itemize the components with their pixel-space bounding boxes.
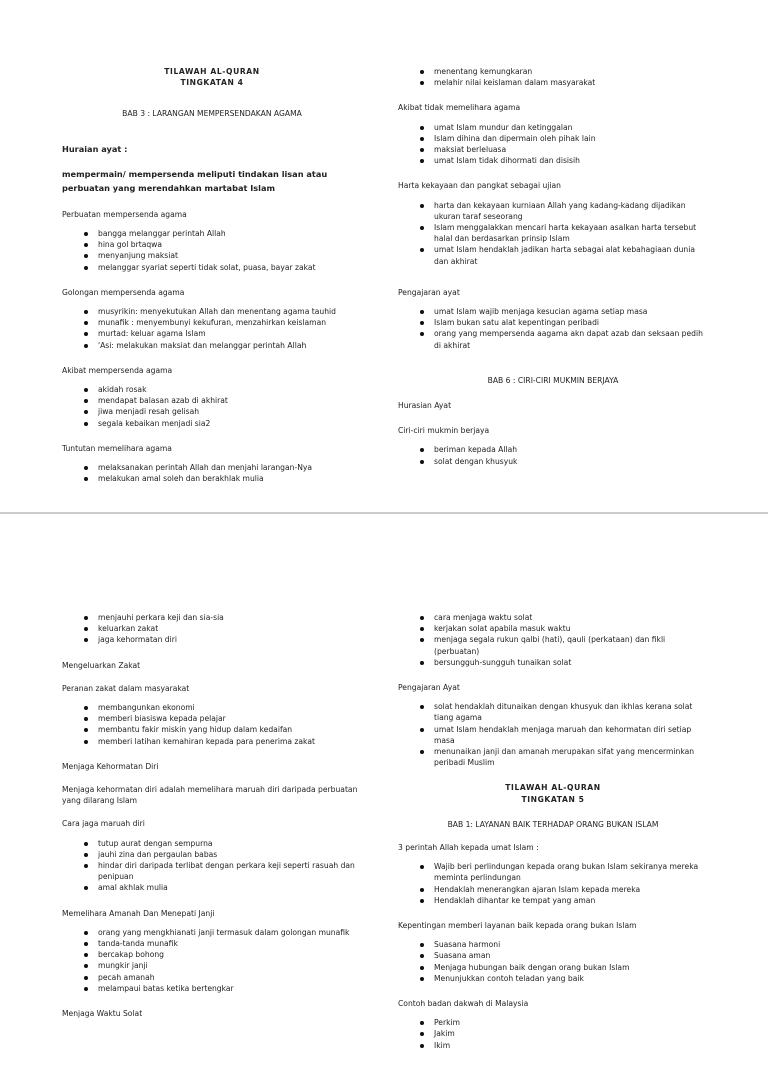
section-heading: Menjaga Waktu Solat: [62, 1009, 143, 1019]
list-item: melaksanakan perintah Allah dan menjahi larangan-Nya: [84, 462, 362, 473]
list-item: Ikim: [420, 1040, 708, 1051]
document-title: TILAWAH AL-QURAN: [505, 783, 601, 793]
page-bottom: [0, 512, 768, 1050]
bullet-icon: [84, 740, 88, 744]
section-heading: Menjaga Kehormatan Diri: [62, 761, 159, 771]
list-item: munafik : menyembunyi kekufuran, menzahirkan keislaman: [84, 317, 362, 328]
section-heading: Perbuatan mempersenda agama: [62, 209, 187, 219]
bullet-icon: [420, 750, 424, 754]
bullet-icon: [84, 388, 88, 392]
bullet-icon: [420, 865, 424, 869]
bullet-icon: [84, 953, 88, 957]
list-item: mendapat balasan azab di akhirat: [84, 395, 362, 406]
bullet-icon: [420, 616, 424, 620]
bullet-icon: [420, 159, 424, 163]
list-item: bersungguh-sungguh tunaikan solat: [420, 657, 708, 668]
list-item: Suasana aman: [420, 950, 708, 961]
list-item: memberi latihan kemahiran kepada para penerima zakat: [84, 736, 362, 747]
list-item: melahir nilai keislaman dalam masyarakat: [420, 77, 708, 88]
bullet-icon: [420, 954, 424, 958]
section-heading: 3 perintah Allah kepada umat Islam :: [398, 843, 539, 853]
list-item: membangunkan ekonomi: [84, 702, 362, 713]
bullet-list: [398, 861, 708, 906]
bullet-icon: [420, 899, 424, 903]
list-item: umat Islam hendaklah menjaga maruah dan kehormatan diri setiap masa: [420, 724, 708, 746]
list-item: tanda-tanda munafik: [84, 938, 362, 949]
list-item: pecah amanah: [84, 972, 362, 983]
list-item: cara menjaga waktu solat: [420, 612, 708, 623]
bullet-icon: [420, 137, 424, 141]
bullet-icon: [84, 886, 88, 890]
bullet-icon: [420, 204, 424, 208]
bullet-icon: [420, 148, 424, 152]
bullet-list: [398, 66, 708, 88]
section-heading: Pengajaran ayat: [398, 287, 460, 297]
section-heading: Hurasian Ayat: [398, 401, 452, 411]
bullet-list: [398, 612, 708, 668]
bullet-list: [62, 838, 362, 894]
list-item: bercakap bohong: [84, 949, 362, 960]
chapter-heading: BAB 1: LAYANAN BAIK TERHADAP ORANG BUKAN ISLAM: [447, 819, 659, 829]
list-item: tutup aurat dengan sempurna: [84, 838, 362, 849]
column-top-left: [62, 0, 362, 498]
bullet-icon: [420, 1044, 424, 1048]
bullet-icon: [84, 638, 88, 642]
bullet-icon: [84, 243, 88, 247]
list-item: segala kebaikan menjadi sia2: [84, 418, 362, 429]
bullet-icon: [420, 977, 424, 981]
bullet-icon: [84, 477, 88, 481]
bullet-list: [398, 122, 708, 167]
section-heading: Pengajaran Ayat: [398, 683, 460, 693]
section-heading: Akibat mempersenda agama: [62, 365, 173, 375]
list-item: kerjakan solat apabila masuk waktu: [420, 623, 708, 634]
list-item: menyanjung maksiat: [84, 250, 362, 261]
bullet-icon: [84, 321, 88, 325]
bullet-icon: [84, 422, 88, 426]
document-subtitle: TINGKATAN 4: [180, 78, 244, 88]
list-item: Perkim: [420, 1017, 708, 1028]
list-item: Jakim: [420, 1028, 708, 1039]
list-item: Islam menggalakkan mencari harta kekayaan asalkan harta tersebut halal dan berdasarkan prinsip Islam: [420, 222, 708, 244]
section-heading: Cara jaga maruah diri: [62, 819, 145, 829]
bullet-list: [398, 200, 708, 267]
bullet-icon: [420, 1021, 424, 1025]
bullet-icon: [84, 931, 88, 935]
bullet-icon: [84, 864, 88, 868]
list-item: amal akhlak mulia: [84, 882, 362, 893]
list-item: jiwa menjadi resah gelisah: [84, 406, 362, 417]
bullet-icon: [84, 616, 88, 620]
chapter-heading: BAB 6 : CIRI-CIRI MUKMIN BERJAYA: [487, 375, 619, 385]
bullet-icon: [420, 332, 424, 336]
list-item: Islam dihina dan dipermain oleh pihak lain: [420, 133, 708, 144]
list-item: melanggar syariat seperti tidak solat, puasa, bayar zakat: [84, 262, 362, 273]
section-heading: Kepentingan memberi layanan baik kepada orang bukan Islam: [398, 921, 637, 931]
list-item: akidah rosak: [84, 384, 362, 395]
bullet-icon: [84, 344, 88, 348]
bullet-list: [62, 612, 362, 646]
list-item: keluarkan zakat: [84, 623, 362, 634]
bullet-list: [62, 228, 362, 273]
list-item: umat Islam mundur dan ketinggalan: [420, 122, 708, 133]
bullet-icon: [420, 661, 424, 665]
bullet-icon: [84, 332, 88, 336]
section-heading: Golongan mempersenda agama: [62, 287, 185, 297]
bullet-list: [398, 1017, 708, 1051]
list-item: mungkir janji: [84, 960, 362, 971]
bullet-icon: [420, 226, 424, 230]
document-subtitle: TINGKATAN 5: [521, 794, 585, 804]
bullet-icon: [420, 705, 424, 709]
bullet-icon: [84, 254, 88, 258]
bullet-icon: [84, 942, 88, 946]
list-item: orang yang mempersenda aagama akn dapat azab dan seksaan pedih di akhirat: [420, 328, 708, 350]
list-item: Hendaklah menerangkan ajaran Islam kepada mereka: [420, 884, 708, 895]
bullet-icon: [84, 728, 88, 732]
bullet-icon: [84, 987, 88, 991]
column-top-right: [398, 0, 708, 481]
list-item: melampaui batas ketika bertengkar: [84, 983, 362, 994]
bullet-icon: [420, 638, 424, 642]
bullet-icon: [84, 310, 88, 314]
bullet-icon: [84, 976, 88, 980]
list-item: hina gol brtaqwa: [84, 239, 362, 250]
bullet-icon: [84, 410, 88, 414]
list-item: jaga kehormatan diri: [84, 634, 362, 645]
bullet-icon: [84, 964, 88, 968]
section-heading: Tuntutan memelihara agama: [62, 443, 172, 453]
paragraph: Menjaga kehormatan diri adalah memelihara maruah diri daripada perbuatan yang dilarang Islam: [62, 785, 358, 806]
list-item: murtad: keluar agama Islam: [84, 328, 362, 339]
bullet-list: [398, 444, 708, 466]
bullet-icon: [420, 888, 424, 892]
bullet-icon: [420, 126, 424, 130]
bullet-icon: [84, 627, 88, 631]
list-item: membantu fakir miskin yang hidup dalam kedaifan: [84, 724, 362, 735]
list-item: umat Islam hendaklah jadikan harta sebagai alat kebahagiaan dunia dan akhirat: [420, 244, 708, 266]
bullet-list: [62, 927, 362, 994]
bullet-icon: [420, 248, 424, 252]
document-title: TILAWAH AL-QURAN: [164, 67, 260, 76]
bullet-icon: [84, 399, 88, 403]
list-item: umat Islam tidak dihormati dan disisih: [420, 155, 708, 166]
huraian-text: mempermain/ mempersenda meliputi tindakan lisan atau perbuatan yang merendahkan martabat Islam: [62, 168, 328, 193]
bullet-icon: [84, 466, 88, 470]
bullet-icon: [420, 943, 424, 947]
list-item: solat hendaklah ditunaikan dengan khusyuk dan ikhlas kerana solat tiang agama: [420, 701, 708, 723]
huraian-label: Huraian ayat :: [62, 143, 128, 154]
list-item: solat dengan khusyuk: [420, 456, 708, 467]
section-heading: Peranan zakat dalam masyarakat: [62, 683, 190, 693]
section-heading: Memelihara Amanah Dan Menepati Janji: [62, 908, 215, 918]
bullet-icon: [420, 310, 424, 314]
bullet-list: [398, 701, 708, 768]
bullet-icon: [84, 853, 88, 857]
chapter-heading: BAB 3 : LARANGAN MEMPERSENDAKAN AGAMA: [122, 109, 302, 119]
list-item: orang yang mengkhianati janji termasuk dalam golongan munafik: [84, 927, 362, 938]
bullet-icon: [84, 717, 88, 721]
list-item: musyrikin: menyekutukan Allah dan menentang agama tauhid: [84, 306, 362, 317]
bullet-icon: [420, 81, 424, 85]
bullet-icon: [84, 232, 88, 236]
bullet-icon: [420, 1032, 424, 1036]
page-top: [0, 0, 768, 510]
bullet-list: [398, 306, 708, 351]
list-item: jauhi zina dan pergaulan babas: [84, 849, 362, 860]
bullet-icon: [420, 70, 424, 74]
list-item: hindar diri daripada terlibat dengan perkara keji seperti rasuah dan penipuan: [84, 860, 362, 882]
section-heading: Ciri-ciri mukmin berjaya: [398, 426, 490, 436]
list-item: maksiat berleluasa: [420, 144, 708, 155]
section-heading: Akibat tidak memelihara agama: [398, 103, 521, 113]
section-heading: Contoh badan dakwah di Malaysia: [398, 999, 529, 1009]
list-item: beriman kepada Allah: [420, 444, 708, 455]
list-item: melakukan amal soleh dan berakhlak mulia: [84, 473, 362, 484]
list-item: umat Islam wajib menjaga kesucian agama setiap masa: [420, 306, 708, 317]
list-item: Wajib beri perlindungan kepada orang bukan Islam sekiranya mereka meminta perlindungan: [420, 861, 708, 883]
list-item: menunaikan janji dan amanah merupakan sifat yang mencerminkan peribadi Muslim: [420, 746, 708, 768]
bullet-list: [62, 702, 362, 747]
section-heading: Harta kekayaan dan pangkat sebagai ujian: [398, 181, 561, 191]
list-item: harta dan kekayaan kurniaan Allah yang kadang-kadang dijadikan ukuran taraf seseorang: [420, 200, 708, 222]
bullet-icon: [84, 842, 88, 846]
list-item: Islam bukan satu alat kepentingan peribadi: [420, 317, 708, 328]
column-bottom-right: [398, 514, 708, 1065]
list-item: Menunjukkan contoh teladan yang baik: [420, 973, 708, 984]
bullet-icon: [420, 321, 424, 325]
bullet-list: [62, 462, 362, 484]
list-item: memberi biasiswa kepada pelajar: [84, 713, 362, 724]
bullet-list: [62, 306, 362, 351]
bullet-icon: [84, 266, 88, 270]
bullet-icon: [420, 448, 424, 452]
bullet-list: [398, 939, 708, 984]
list-item: Menjaga hubungan baik dengan orang bukan Islam: [420, 962, 708, 973]
bullet-icon: [420, 627, 424, 631]
bullet-icon: [84, 706, 88, 710]
list-item: 'Asi: melakukan maksiat dan melanggar perintah Allah: [84, 340, 362, 351]
section-heading: Mengeluarkan Zakat: [62, 660, 141, 670]
bullet-icon: [420, 966, 424, 970]
bullet-list: [62, 384, 362, 429]
list-item: Hendaklah dihantar ke tempat yang aman: [420, 895, 708, 906]
list-item: menjaga segala rukun qalbi (hati), qauli (perkataan) dan fikli (perbuatan): [420, 634, 708, 656]
bullet-icon: [420, 728, 424, 732]
list-item: bangga melanggar perintah Allah: [84, 228, 362, 239]
list-item: menentang kemungkaran: [420, 66, 708, 77]
bullet-icon: [420, 460, 424, 464]
list-item: menjauhi perkara keji dan sia-sia: [84, 612, 362, 623]
list-item: Suasana harmoni: [420, 939, 708, 950]
column-bottom-left: [62, 514, 362, 1027]
